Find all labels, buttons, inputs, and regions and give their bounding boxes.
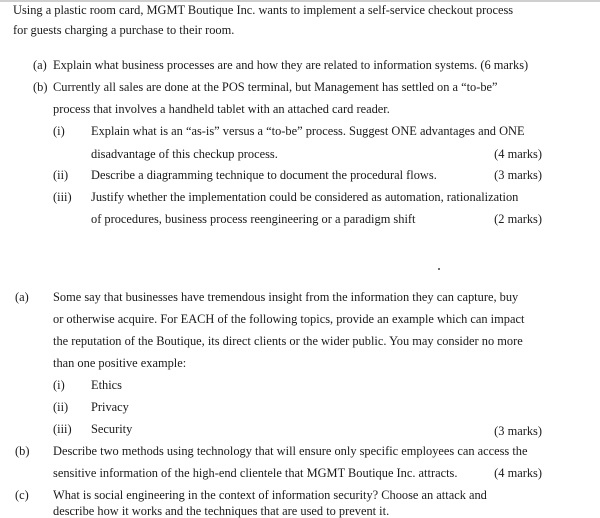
q2a-line-2: or otherwise acquire. For EACH of the following topics, provide an example which can impact [53,312,525,326]
q2c-label: (c) [15,488,29,502]
q2a-line-4: than one positive example: [53,356,187,370]
q1b-i-num: (i) [53,124,65,138]
q2a-i-num: (i) [53,378,65,392]
intro-line-1: Using a plastic room card, MGMT Boutique Inc. wants to implement a self-service checkout process [13,3,514,17]
q1b-i-line-2: disadvantage of this checkup process. [91,147,278,161]
q2a-iii-text: Security [91,422,133,436]
q2a-line-3: the reputation of the Boutique, its direct clients or the wider public. You may consider no more [53,334,523,348]
q2b-line-2: sensitive information of the high-end clientele that MGMT Boutique Inc. attracts. [53,466,458,480]
q2b-line-1: Describe two methods using technology that will ensure only specific employees can access the [53,444,528,458]
q1a-text: Explain what business processes are and how they are related to information systems. (6 marks) [53,58,529,72]
q2b-marks: (4 marks) [494,466,542,480]
q1b-iii-line-2: of procedures, business process reengineering or a paradigm shift [91,212,416,226]
q2a-ii-num: (ii) [53,400,69,414]
q2c-line-2: describe how it works and the techniques that are used to prevent it. [53,504,390,518]
q1b-iii-num: (iii) [53,190,72,204]
page-top-border [0,0,600,2]
intro-line-2: for guests charging a purchase to their room. [13,23,235,37]
q1b-line-1: Currently all sales are done at the POS terminal, but Management has settled on a “to-be” [53,80,498,94]
q1b-i-marks: (4 marks) [494,147,542,161]
q1b-ii-line-1: Describe a diagramming technique to document the procedural flows. [91,168,437,182]
q1b-iii-marks: (2 marks) [494,212,542,226]
q2a-marks: (3 marks) [494,424,542,438]
q1b-ii-marks: (3 marks) [494,168,542,182]
stray-mark [438,268,440,270]
q2b-label: (b) [15,444,30,458]
q2a-line-1: Some say that businesses have tremendous insight from the information they can capture, buy [53,290,519,304]
q1b-i-line-1: Explain what is an “as-is” versus a “to-be” process. Suggest ONE advantages and ONE [91,124,525,138]
q1b-ii-num: (ii) [53,168,69,182]
q2a-ii-text: Privacy [91,400,129,414]
q2a-i-text: Ethics [91,378,122,392]
q2c-line-1: What is social engineering in the context of information security? Choose an attack and [53,488,487,502]
q1b-iii-line-1: Justify whether the implementation could be considered as automation, rationalization [91,190,519,204]
q2a-label: (a) [15,290,29,304]
q1b-label: (b) [33,80,48,94]
q1a-label: (a) [33,58,47,72]
q2a-iii-num: (iii) [53,422,72,436]
q1b-line-2: process that involves a handheld tablet with an attached card reader. [53,102,390,116]
